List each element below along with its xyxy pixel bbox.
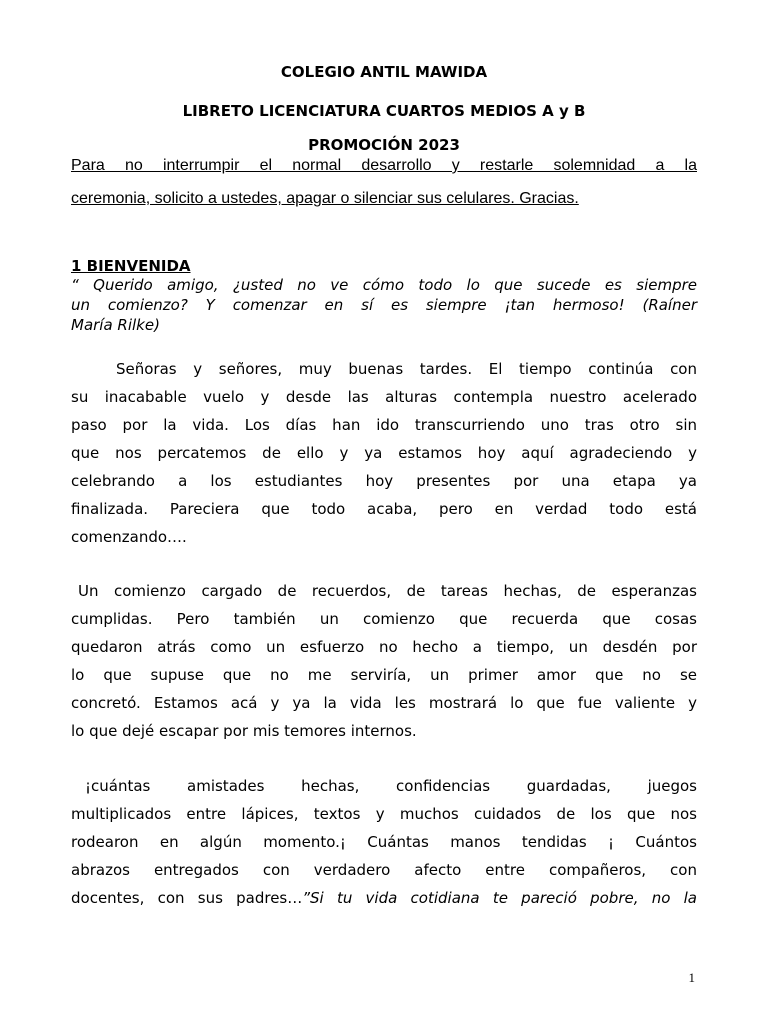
page-number: 1 — [688, 970, 695, 985]
school-name: COLEGIO ANTIL MAWIDA — [280, 63, 488, 81]
paragraph-line: ¡cuántas amistades hechas, confidencias guardadas, juegos — [85, 777, 697, 795]
paragraph-line: Un comienzo cargado de recuerdos, de tareas hechas, de esperanzas — [78, 582, 697, 600]
paragraph-line: concretó. Estamos acá y ya la vida les mostrará lo que fue valiente y — [71, 694, 697, 712]
paragraph-line: rodearon en algún momento.¡ Cuántas manos tendidas ¡ Cuántos — [71, 833, 697, 851]
paragraph-line: comenzando…. — [71, 528, 187, 546]
phone-notice-line-2: ceremonia, solicito a ustedes, apagar o silenciar sus celulares. Gracias. — [71, 190, 579, 207]
paragraph-line: Señoras y señores, muy buenas tardes. El tiempo continúa con — [116, 360, 697, 378]
paragraph-line-italic-quote: ”Si tu vida cotidiana te pareció pobre, no la — [302, 889, 697, 907]
paragraph-line: paso por la vida. Los días han ido transcurriendo uno tras otro sin — [71, 416, 697, 434]
promotion-title: PROMOCIÓN 2023 — [308, 136, 460, 154]
booklet-title: LIBRETO LICENCIATURA CUARTOS MEDIOS A y B — [182, 102, 586, 120]
quote-line: “ Querido amigo, ¿usted no ve cómo todo lo que sucede es siempre — [71, 276, 697, 294]
quote-line: un comienzo? Y comenzar en sí es siempre ¡tan hermoso! (Raíner — [71, 296, 697, 314]
paragraph-line: lo que dejé escapar por mis temores internos. — [71, 722, 417, 740]
paragraph-line: su inacabable vuelo y desde las alturas contempla nuestro acelerado — [71, 388, 697, 406]
section-title-bienvenida: 1 BIENVENIDA — [71, 257, 191, 275]
paragraph-line: multiplicados entre lápices, textos y muchos cuidados de los que nos — [71, 805, 697, 823]
paragraph-line-plain: docentes, con sus padres… — [71, 889, 303, 907]
paragraph-line: quedaron atrás como un esfuerzo no hecho a tiempo, un desdén por — [71, 638, 697, 656]
paragraph-line: cumplidas. Pero también un comienzo que recuerda que cosas — [71, 610, 697, 628]
paragraph-friendships — [71, 772, 697, 912]
paragraph-line: finalizada. Pareciera que todo acaba, pero en verdad todo está — [71, 500, 697, 518]
phone-notice-line-1: Para no interrumpir el normal desarrollo y restarle solemnidad a la — [71, 157, 697, 174]
paragraph-line: lo que supuse que no me serviría, un primer amor que no se — [71, 666, 697, 684]
paragraph-line: celebrando a los estudiantes hoy presentes por una etapa ya — [71, 472, 697, 490]
paragraph-beginning — [71, 577, 697, 745]
quote-line: María Rilke) — [71, 316, 160, 334]
paragraph-line — [71, 884, 697, 912]
paragraph-line: abrazos entregados con verdadero afecto entre compañeros, con — [71, 861, 697, 879]
rilke-quote — [71, 275, 697, 335]
paragraph-line: que nos percatemos de ello y ya estamos hoy aquí agradeciendo y — [71, 444, 697, 462]
paragraph-welcome — [71, 355, 697, 551]
